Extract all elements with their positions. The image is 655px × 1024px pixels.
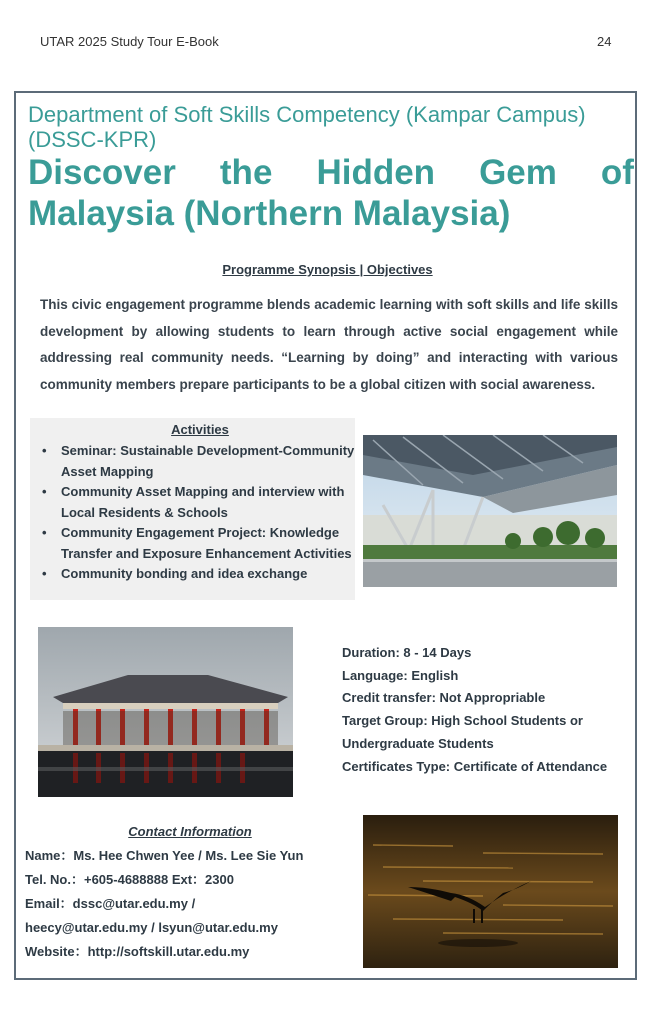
activity-item: • Community Asset Mapping and interview with Local Residents & Schools bbox=[40, 482, 360, 523]
bird-sunset-photo bbox=[363, 815, 618, 968]
detail-target-group: Target Group: High School Students or Undergraduate Students bbox=[342, 713, 583, 751]
contact-email[interactable]: Email：dssc@utar.edu.my / bbox=[25, 896, 196, 911]
title-line-2: Malaysia (Northern Malaysia) bbox=[28, 194, 511, 233]
page-title bbox=[28, 152, 634, 234]
contact-phone: Tel. No.：+605-4688888 Ext：2300 bbox=[25, 872, 234, 887]
activity-item: • Community Engagement Project: Knowledge Transfer and Exposure Enhancement Activities bbox=[40, 523, 360, 564]
title-word: Discover bbox=[28, 153, 176, 192]
title-word: of bbox=[600, 153, 634, 192]
activity-item: • Seminar: Sustainable Development-Community Asset Mapping bbox=[40, 441, 360, 482]
activity-item: • Community bonding and idea exchange bbox=[40, 564, 360, 585]
title-word: the bbox=[219, 153, 273, 192]
page-number: 24 bbox=[597, 34, 612, 49]
contact-website[interactable]: Website：http://softskill.utar.edu.my bbox=[25, 944, 250, 959]
detail-duration: Duration: 8 - 14 Days bbox=[342, 645, 472, 660]
activities-list bbox=[40, 441, 360, 585]
department-name: Department of Soft Skills Competency (Kampar Campus) (DSSC-KPR) bbox=[28, 102, 586, 152]
title-word: Gem bbox=[479, 153, 557, 192]
detail-certificate: Certificates Type: Certificate of Attendance bbox=[342, 758, 608, 774]
header-title: UTAR 2025 Study Tour E-Book bbox=[40, 34, 219, 49]
pavilion-image bbox=[38, 627, 293, 797]
detail-credit-transfer: Credit transfer: Not Appropriable bbox=[342, 690, 546, 706]
pavilion-photo bbox=[38, 627, 293, 797]
programme-details bbox=[342, 642, 632, 778]
synopsis-heading: Programme Synopsis | Objectives bbox=[222, 262, 433, 277]
title-line-1 bbox=[28, 152, 634, 193]
detail-language: Language: English bbox=[342, 667, 459, 683]
canopy-image bbox=[363, 435, 617, 587]
activities-heading: Activities bbox=[171, 422, 229, 437]
campus-canopy-photo bbox=[363, 435, 617, 587]
contact-email-2[interactable]: heecy@utar.edu.my / lsyun@utar.edu.my bbox=[25, 920, 278, 935]
contact-info bbox=[25, 844, 360, 964]
contact-name: Name：Ms. Hee Chwen Yee / Ms. Lee Sie Yun bbox=[25, 848, 304, 863]
bird-image bbox=[363, 815, 618, 968]
title-word: Hidden bbox=[316, 153, 436, 192]
contact-heading: Contact Information bbox=[128, 824, 252, 839]
synopsis-body: This civic engagement programme blends academic learning with soft skills and life skills development by allowing students to learn through active social engagement while addressing real community needs. “Learning by doing” and interacting with various community members prepare participants to be a global citizen with social awareness. bbox=[40, 297, 618, 392]
